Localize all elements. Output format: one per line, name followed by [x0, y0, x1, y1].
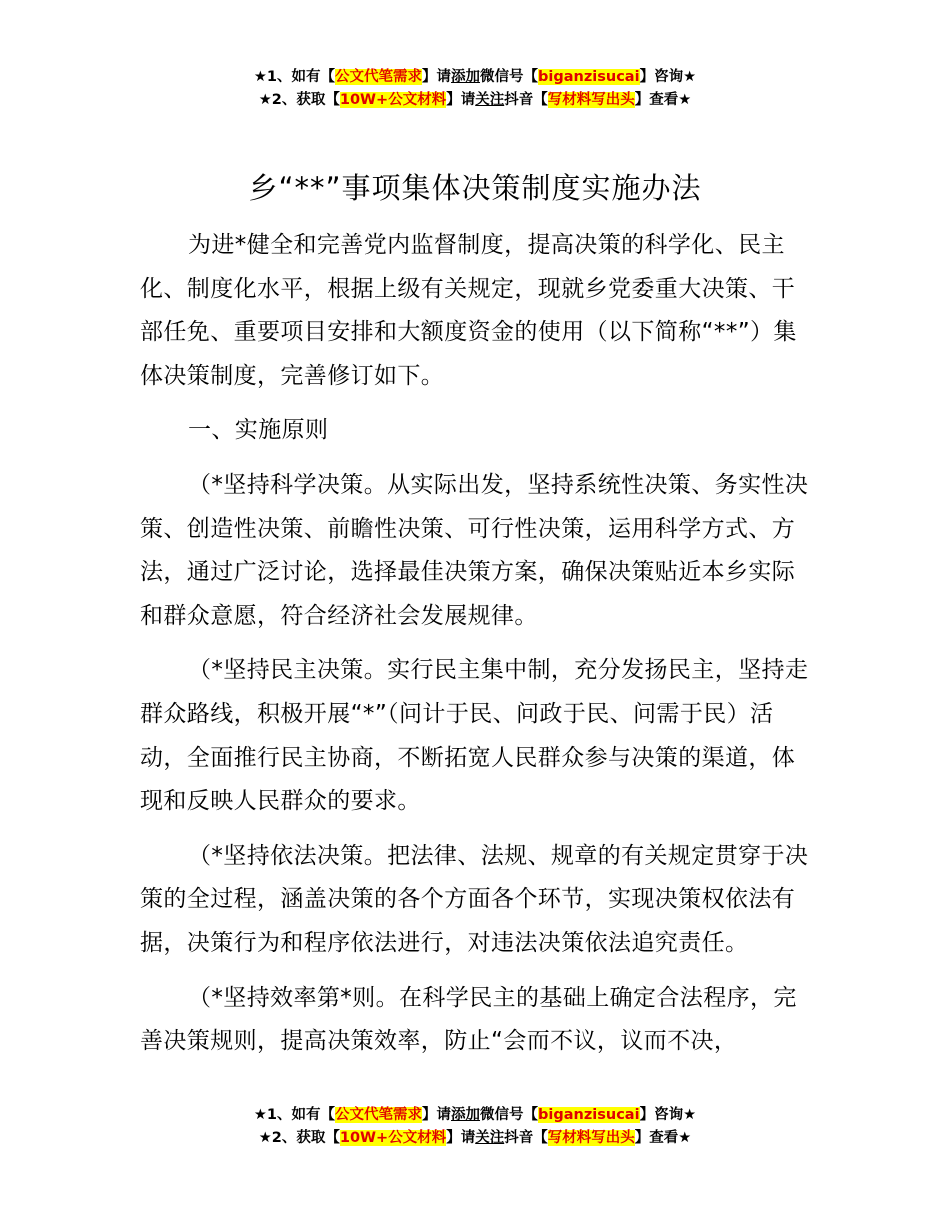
banner-text: 】请: [422, 1107, 452, 1123]
underlined-text: 关注: [475, 92, 505, 108]
highlight-text: 公文代笔需求: [335, 69, 423, 85]
highlight-text: 写材料写出头: [547, 92, 635, 108]
banner-text: 】查看★: [634, 1130, 692, 1146]
banner-text: 】请: [446, 92, 476, 108]
paragraph: （*坚持依法决策。把法律、法规、规章的有关规定贯穿于决策的全过程，涵盖决策的各个方面各个环节，实现决策权依法有据，决策行为和程序依法进行，对违法决策依法追究责任。: [140, 842, 809, 956]
underlined-text: 关注: [475, 1130, 505, 1146]
banner-text: 】咨询★: [639, 69, 697, 85]
highlight-text: biganzisucai: [538, 69, 640, 85]
banner-text: ★1、如有【: [253, 69, 336, 85]
paragraph: 为进*健全和完善党内监督制度，提高决策的科学化、民主化、制度化水平，根据上级有关规定，现就乡党委重大决策、干部任免、重要项目安排和大额度资金的使用（以下简称“**”）集体决策制度，完善修订如下。: [140, 232, 797, 389]
banner-text: 抖音【: [504, 92, 548, 108]
banner-text: 】请: [422, 69, 452, 85]
paragraph: （*坚持民主决策。实行民主集中制，充分发扬民主，坚持走群众路线，积极开展“*”（问计于民、问政于民、问需于民）活动，全面推行民主协商，不断拓宽人民群众参与决策的渠道，体现和反映人民群众的要求。: [140, 657, 809, 815]
footer-banner: [0, 1104, 950, 1150]
banner-line-2: [0, 89, 950, 112]
banner-text: 抖音【: [504, 1130, 548, 1146]
underlined-text: 添加: [451, 69, 481, 85]
section-heading: 一、实施原则: [188, 417, 329, 444]
banner-text: ★1、如有【: [253, 1107, 336, 1123]
banner-text: 微信号【: [480, 1107, 539, 1123]
header-banner: [0, 66, 950, 112]
banner-text: 】查看★: [634, 92, 692, 108]
banner-line-2: [0, 1127, 950, 1150]
highlight-text: 写材料写出头: [547, 1130, 635, 1146]
banner-text: ★2、获取【: [258, 92, 340, 108]
document-title: 乡“**”事项集体决策制度实施办法: [248, 171, 702, 205]
highlight-text: 10W+公文材料: [339, 92, 447, 108]
document-body: [140, 224, 816, 1075]
banner-text: 微信号【: [480, 69, 539, 85]
paragraph: （*坚持效率第*则。在科学民主的基础上确定合法程序，完善决策规则，提高决策效率，防止“会而不议，议而不决，: [140, 984, 797, 1055]
banner-line-1: [0, 66, 950, 89]
highlight-text: biganzisucai: [538, 1107, 640, 1123]
banner-text: 】请: [446, 1130, 476, 1146]
banner-text: 】咨询★: [639, 1107, 697, 1123]
highlight-text: 公文代笔需求: [335, 1107, 423, 1123]
paragraph: （*坚持科学决策。从实际出发，坚持系统性决策、务实性决策、创造性决策、前瞻性决策、可行性决策，运用科学方式、方法，通过广泛讨论，选择最佳决策方案，确保决策贴近本乡实际和群众意愿，符合经济社会发展规律。: [140, 471, 809, 629]
underlined-text: 添加: [451, 1107, 481, 1123]
banner-line-1: [0, 1104, 950, 1127]
banner-text: ★2、获取【: [258, 1130, 340, 1146]
highlight-text: 10W+公文材料: [339, 1130, 447, 1146]
